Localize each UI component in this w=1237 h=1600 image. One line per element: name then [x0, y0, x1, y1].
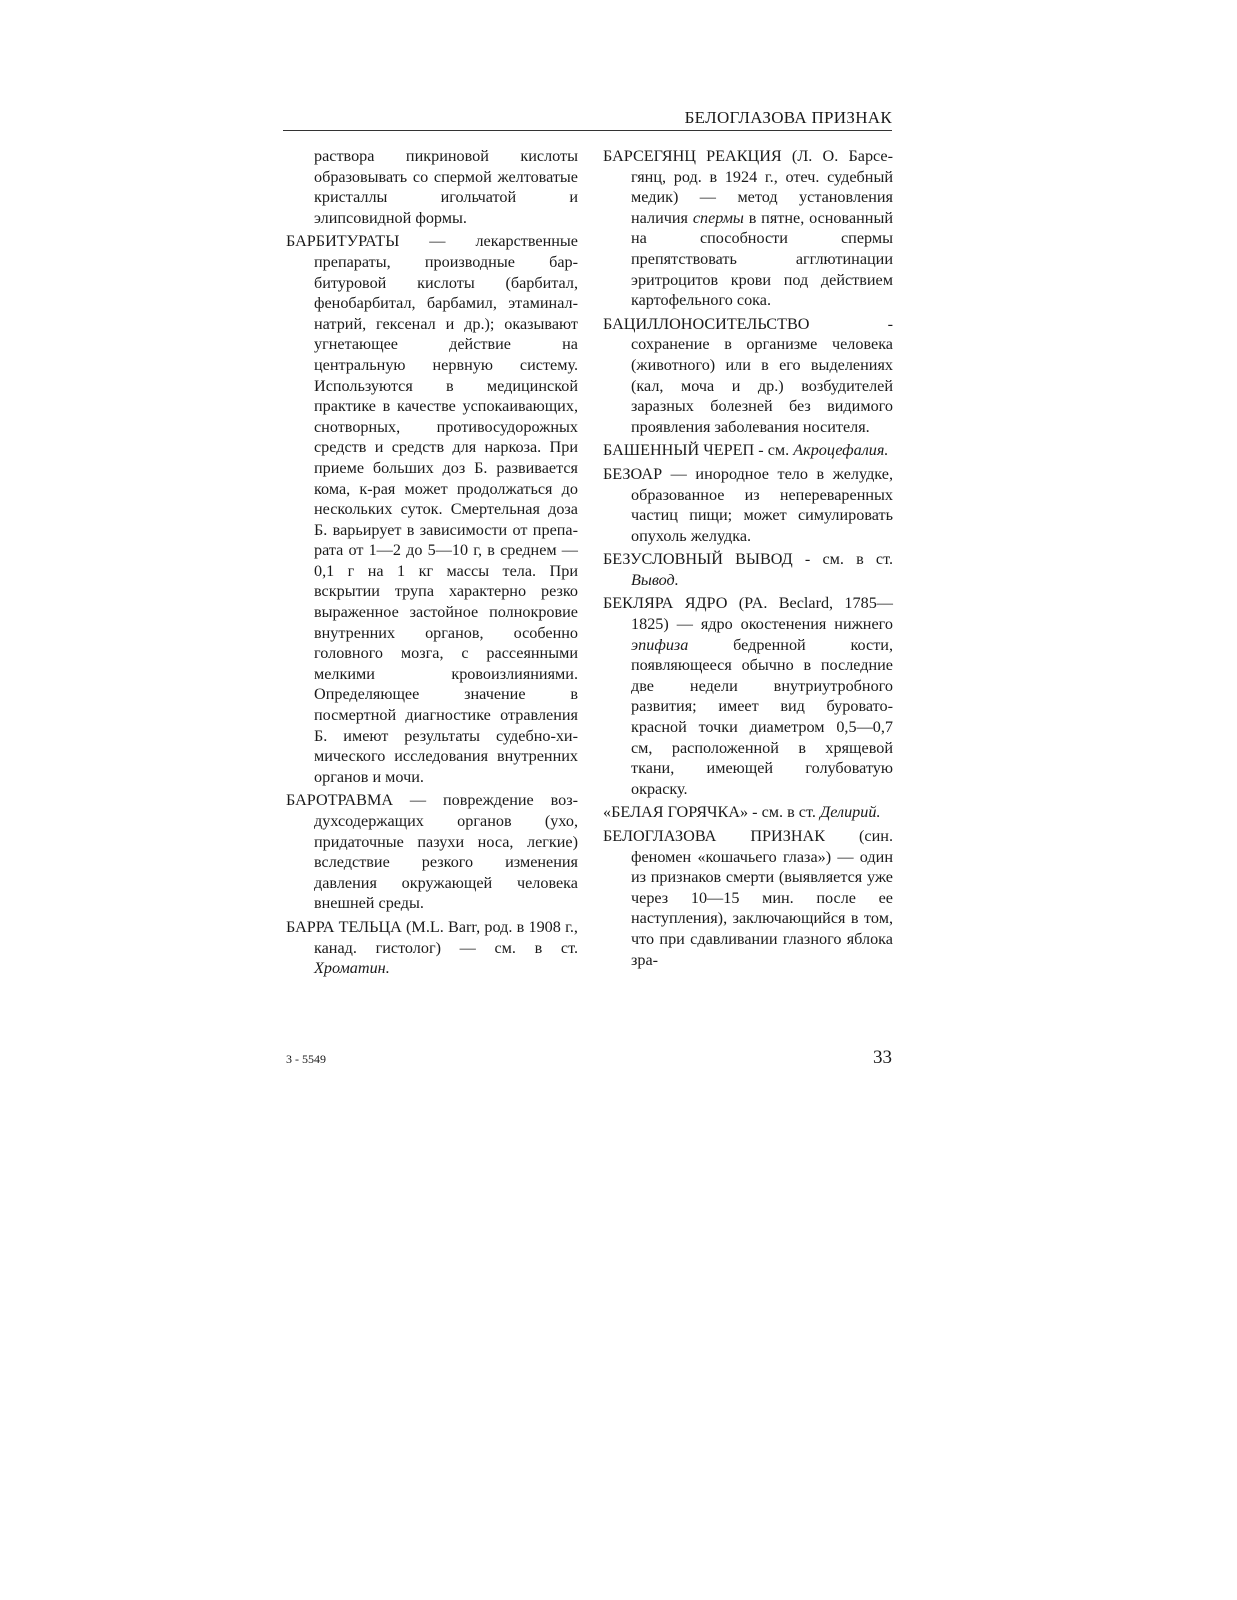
- entry-term: БЕЗОАР: [603, 464, 663, 483]
- emphasis: спермы: [692, 208, 744, 227]
- page-number: 33: [873, 1047, 892, 1068]
- entry-term: БАРОТРАВМА: [286, 791, 394, 810]
- entry-bezoar: БЕЗОАР — инородное тело в желудке, образованное из непереваренных частиц пищи; может симулировать опухоль желудка.: [603, 464, 893, 545]
- cross-reference: Делирий.: [819, 803, 881, 822]
- entry-term: БАРБИТУРАТЫ: [286, 232, 400, 251]
- entry-term: БЕЗУСЛОВНЫЙ ВЫВОД: [603, 550, 793, 569]
- entry-beclard-nucleus: БЕКЛЯРА ЯДРО (PA. Beclard, 1785—1825) — ядро окостенения нижнего эпифиза бедренной кости, появляющееся обычно в последние две недели внутриутробного развития; имеет вид буровато-красной точки диаметром 0,5—0,7 см, расположенной в хрящевой ткани, имеющей голубоватую окраску.: [603, 594, 893, 798]
- running-title: БЕЛОГЛАЗОВА ПРИЗНАК: [684, 108, 892, 127]
- entry-barotrauma: БАРОТРАВМА — повреждение воздухсодержащих органов (ухо, придаточные пазухи носа, легкие) вследствие резкого изменения давления окружающей человека внешней среды.: [286, 791, 578, 913]
- entry-term: «БЕЛАЯ ГОРЯЧКА»: [603, 803, 749, 822]
- cross-reference: Хроматин.: [314, 959, 390, 978]
- entry-bacillus-carrier: БАЦИЛЛОНОСИТЕЛЬСТВО - сохранение в организме человека (животного) или в его выделениях (кал, моча и др.) возбудителей заразных болезней без видимого проявления заболевания носителя.: [603, 314, 893, 436]
- right-column: [603, 146, 893, 973]
- entry-term: БАРРА ТЕЛЬЦА: [286, 917, 402, 936]
- entry-unconditional-conclusion: БЕЗУСЛОВНЫЙ ВЫВОД - см. в ст. Вывод.: [603, 550, 893, 589]
- entry-beloglazov-sign: БЕЛОГЛАЗОВА ПРИЗНАК (син. феномен «кошачьего глаза») — один из признаков смерти (выявляется уже через 10—15 мин. после ее наступления), заключающийся в том, что при сдавливании глазного яблока зра-: [603, 827, 893, 969]
- header-rule: [283, 130, 892, 131]
- cross-reference: Вывод.: [631, 570, 679, 589]
- entry-continuation: раствора пикриновой кислоты образовывать со спермой желтоватые кристаллы игольчатой и элипсовидной формы.: [314, 147, 578, 227]
- entry-term: БЕЛОГЛАЗОВА ПРИЗНАК: [603, 827, 826, 845]
- printer-signature: 3 - 5549: [286, 1052, 326, 1066]
- entry-tower-skull: БАШЕННЫЙ ЧЕРЕП - см. Акроцефалия.: [603, 441, 889, 460]
- entry-term: БАРСЕГЯНЦ РЕАКЦИЯ: [603, 147, 782, 165]
- emphasis: эпифиза: [631, 635, 689, 654]
- entry-term: БАШЕННЫЙ ЧЕРЕП: [603, 441, 755, 460]
- entry-barr-body: БАРРА ТЕЛЬЦА (M.L. Barr, род. в 1908 г., канад. гистолог) — см. в ст. Хроматин.: [286, 917, 578, 978]
- entry-barbiturates: БАРБИТУРАТЫ — лекарственные препараты, производные барбитуровой кислоты (барбитал, фенобарбитал, барбамил, этаминал-натрий, гексенал и др.); оказывают угнетающее действие на центральную нервную систему. Используются в медицинской практике в качестве успокаивающих, снотворных, противосудорожных средств и средств для наркоза. При приеме больших доз Б. развивается кома, к-рая может продолжаться до нескольких суток. Смертельная доза Б. варьирует в зависимости от препарата от 1—2 до 5—10 г, в среднем — 0,1 г на 1 кг массы тела. При вскрытии трупа характерно резко выраженное застойное полнокровие внутренних органов, особенно головного мозга, с рассеянными мелкими кровоизлияниями. Определяющее значение в посмертной диагностике отравления Б. имеют результаты судебно-химического исследования внутренних органов и мочи.: [286, 232, 578, 786]
- left-column: [286, 146, 578, 982]
- entry-barsegyants-reaction: БАРСЕГЯНЦ РЕАКЦИЯ (Л. О. Барсегянц, род. в 1924 г., отеч. судебный медик) — метод установления наличия спермы в пятне, основанный на способности спермы препятствовать агглютинации эритроцитов крови под действием картофельного сока.: [603, 147, 894, 310]
- entry-term: БЕКЛЯРА ЯДРО: [603, 594, 728, 613]
- cross-reference: Акроцефалия.: [793, 441, 889, 460]
- entry-term: БАЦИЛЛОНОСИТЕЛЬСТВО: [603, 314, 810, 333]
- entry-delirium-tremens: «БЕЛАЯ ГОРЯЧКА» - см. в ст. Делирий.: [603, 803, 881, 822]
